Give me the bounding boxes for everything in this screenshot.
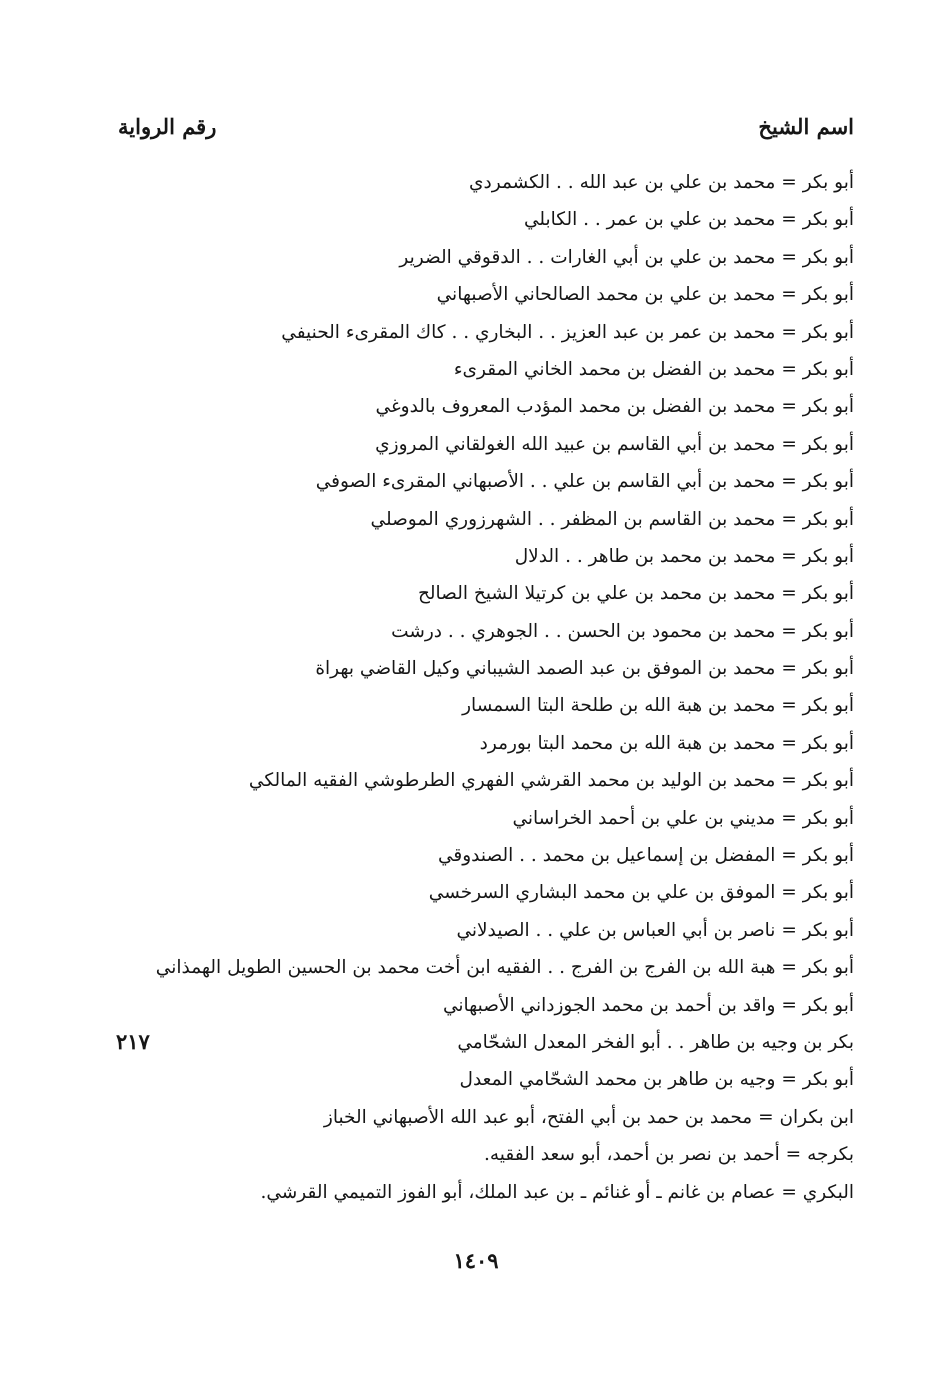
riwaya-number: ٢١٧ xyxy=(116,1029,150,1054)
shaykh-entry: أبو بكر = محمد بن هبة الله بن محمد البتا بورمرد xyxy=(479,732,854,754)
page-number: ١٤٠٩ xyxy=(453,1248,499,1273)
shaykh-entry: أبو بكر = محمد بن عمر بن عبد العزيز . . البخاري . . كاك المقرىء الحنيفي xyxy=(281,321,854,343)
shaykh-entry: ابن بكران = محمد بن حمد بن أبي الفتح، أبو عبد الله الأصبهاني الخباز xyxy=(323,1106,854,1128)
shaykh-entry: بكر بن وجيه بن طاهر . . أبو الفخر المعدل الشحّامي xyxy=(457,1031,854,1053)
shaykh-entry: أبو بكر = وجيه بن طاهر بن محمد الشحّامي المعدل xyxy=(459,1069,854,1091)
shaykh-entry: أبو بكر = محمد بن الموفق بن عبد الصمد الشيباني وكيل القاضي بهراة xyxy=(315,658,854,680)
shaykh-entry-list xyxy=(154,164,854,1211)
shaykh-entry: أبو بكر = محمد بن علي بن عمر . . الكابلي xyxy=(523,209,854,231)
riwaya-number-heading: رقم الرواية xyxy=(118,114,217,139)
shaykh-entry: أبو بكر = محمد بن هبة الله بن طلحة البتا السمسار xyxy=(462,695,854,717)
shaykh-entry: أبو بكر = الموفق بن علي بن محمد البشاري السرخسي xyxy=(428,882,854,904)
shaykh-entry: أبو بكر = محمد بن القاسم بن المظفر . . الشهرزوري الموصلي xyxy=(370,508,854,530)
shaykh-entry: أبو بكر = مديني بن علي بن أحمد الخراساني xyxy=(512,807,854,829)
shaykh-entry: أبو بكر = محمد بن الفضل بن محمد المؤدب المعروف بالدوغي xyxy=(375,396,854,418)
shaykh-entry: أبو بكر = محمد بن الوليد بن محمد القرشي الفهري الطرطوشي الفقيه المالكي xyxy=(248,770,854,792)
shaykh-entry: أبو بكر = محمد بن محمود بن الحسن . . الجوهري . . درشت xyxy=(391,620,854,642)
shaykh-entry: أبو بكر = محمد بن علي بن عبد الله . . الكشمردي xyxy=(469,172,854,193)
shaykh-entry: أبو بكر = محمد بن أبي القاسم بن علي . . الأصبهاني المقرىء الصوفي xyxy=(315,471,854,493)
shaykh-entry: أبو بكر = محمد بن علي بن أبي الغارات . . الدقوقي الضرير xyxy=(399,246,854,268)
shaykh-entry: أبو بكر = محمد بن محمد بن طاهر . . الدلال xyxy=(514,545,854,567)
shaykh-name-heading: اسم الشيخ xyxy=(758,114,854,139)
column-header xyxy=(118,114,854,150)
shaykh-entry: أبو بكر = هبة الله بن الفرج بن الفرج . . الفقيه ابن أخت محمد بن الحسين الطويل الهمذاني xyxy=(155,957,854,979)
shaykh-entry: أبو بكر = محمد بن أبي القاسم بن عبيد الله الغولقاني المروزي xyxy=(375,433,854,455)
shaykh-entry: أبو بكر = محمد بن محمد بن علي بن كرتيلا الشيخ الصالح xyxy=(417,583,854,605)
shaykh-entry: أبو بكر = محمد بن علي بن محمد الصالحاني الأصبهاني xyxy=(436,284,854,306)
shaykh-entry: أبو بكر = ناصر بن أبي العباس بن علي . . الصيدلاني xyxy=(456,919,854,941)
shaykh-entry: أبو بكر = المفضل بن إسماعيل بن محمد . . الصندوقي xyxy=(437,845,854,867)
shaykh-entry: بكرجه = أحمد بن نصر بن أحمد، أبو سعد الفقيه. xyxy=(483,1144,854,1166)
shaykh-entry: أبو بكر = محمد بن الفضل بن محمد الخاني المقرىء xyxy=(453,358,854,380)
shaykh-entry: البكري = عصام بن غانم ـ أو غنائم ـ بن عبد الملك، أبو الفوز التميمي القرشي. xyxy=(260,1181,854,1203)
shaykh-entry: أبو بكر = واقد بن أحمد بن محمد الجوزداني الأصبهاني xyxy=(442,994,854,1016)
